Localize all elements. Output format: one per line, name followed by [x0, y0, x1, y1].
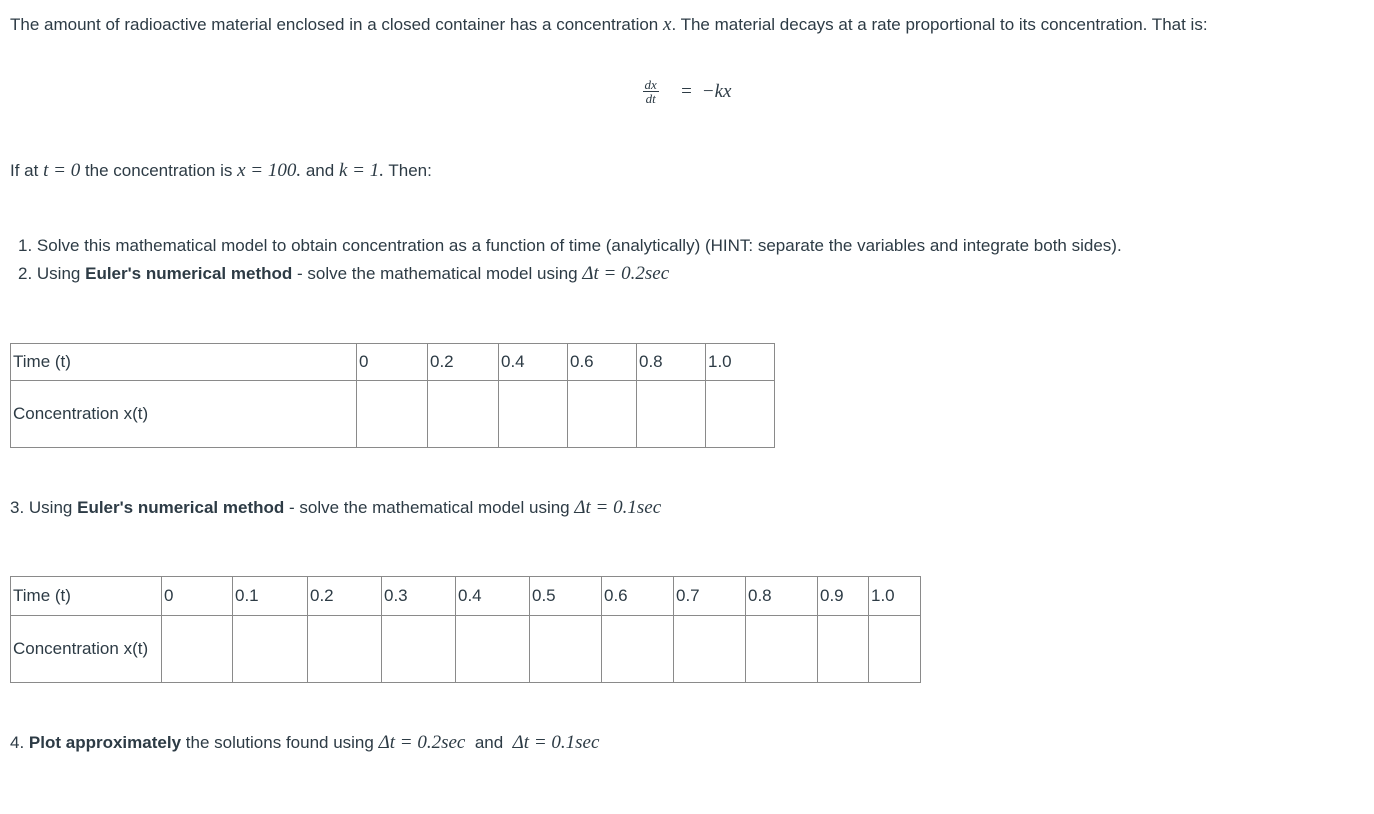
table1-concentration-cell[interactable]	[499, 381, 568, 448]
table2-time-cell: 1.0	[869, 577, 921, 616]
table-row	[11, 381, 775, 448]
table2-concentration-cell[interactable]	[162, 616, 233, 683]
table1-concentration-cell[interactable]	[428, 381, 499, 448]
table2-concentration-cell[interactable]	[530, 616, 602, 683]
item4-and: and	[474, 733, 504, 752]
table2-concentration-cell[interactable]	[233, 616, 308, 683]
condition-text-3: and	[305, 161, 335, 180]
table2-time-cell: 0	[162, 577, 233, 616]
fraction-denominator: dt	[645, 91, 656, 106]
condition-text-1: If at	[10, 161, 39, 180]
item4-math-1: Δt = 0.2sec	[378, 732, 466, 753]
table2-time-cell: 0.1	[233, 577, 308, 616]
item3-suffix: - solve the mathematical model using	[289, 498, 570, 517]
table1-concentration-cell[interactable]	[706, 381, 775, 448]
item2-suffix: - solve the mathematical model using	[297, 264, 578, 283]
task-item-4	[10, 730, 599, 756]
table2-time-cell: 0.6	[602, 577, 674, 616]
table2-time-cell: 0.8	[746, 577, 818, 616]
item4-mid: the solutions found using	[185, 733, 374, 752]
table-row	[11, 344, 775, 381]
item2-math: Δt = 0.2sec	[582, 263, 670, 284]
table2-concentration-cell[interactable]	[746, 616, 818, 683]
table1-time-cell: 1.0	[706, 344, 775, 381]
table2-time-cell: 0.7	[674, 577, 746, 616]
table2-concentration-cell[interactable]	[382, 616, 456, 683]
item3-bold: Euler's numerical method	[77, 498, 285, 517]
intro-paragraph	[10, 11, 1310, 39]
derivative-fraction	[643, 78, 659, 105]
table1-time-cell: 0	[357, 344, 428, 381]
equation-rhs-expr: −kx	[701, 80, 732, 102]
condition-k-eq: k = 1.	[338, 160, 384, 181]
table1-concentration-cell[interactable]	[357, 381, 428, 448]
table1-time-cell: 0.6	[568, 344, 637, 381]
condition-text-2: the concentration is	[84, 161, 233, 180]
item3-prefix: 3. Using	[10, 498, 73, 517]
table1-time-cell: 0.8	[637, 344, 706, 381]
intro-text-after: . The material decays at a rate proportional to its concentration. That is:	[671, 15, 1208, 34]
table1-concentration-cell[interactable]	[568, 381, 637, 448]
table1-concentration-cell[interactable]	[637, 381, 706, 448]
table2-concentration-cell[interactable]	[674, 616, 746, 683]
table2-time-cell: 0.2	[308, 577, 382, 616]
euler-table-dt-01	[10, 576, 921, 683]
condition-x-eq: x = 100.	[237, 160, 302, 181]
task-item-1: 1. Solve this mathematical model to obtain concentration as a function of time (analytically) (HINT: separate the variables and integrate both sides).	[18, 236, 1122, 255]
item2-bold: Euler's numerical method	[85, 264, 293, 283]
table1-time-cell: 0.2	[428, 344, 499, 381]
intro-var-x: x	[663, 14, 672, 35]
table2-time-cell: 0.9	[818, 577, 869, 616]
condition-t-eq: t = 0	[43, 160, 81, 181]
table2-time-cell: 0.5	[530, 577, 602, 616]
task-item-2	[18, 261, 669, 287]
table2-concentration-cell[interactable]	[456, 616, 530, 683]
table1-concentration-label: Concentration x(t)	[11, 381, 357, 448]
table2-concentration-cell[interactable]	[602, 616, 674, 683]
equation-rhs	[671, 81, 731, 103]
item4-bold: Plot approximately	[28, 733, 182, 752]
table2-concentration-cell[interactable]	[818, 616, 869, 683]
decay-equation	[0, 78, 1374, 105]
condition-text-4: Then:	[388, 161, 432, 180]
table-row	[11, 616, 921, 683]
item4-math-2: Δt = 0.1sec	[512, 732, 600, 753]
fraction-numerator: dx	[644, 77, 657, 92]
equation-equals: =	[681, 80, 692, 102]
table2-concentration-label: Concentration x(t)	[11, 616, 162, 683]
initial-condition	[10, 158, 432, 184]
table2-concentration-cell[interactable]	[869, 616, 921, 683]
table1-time-cell: 0.4	[499, 344, 568, 381]
item3-math: Δt = 0.1sec	[574, 497, 662, 518]
table2-time-label: Time (t)	[11, 577, 162, 616]
intro-text-before: The amount of radioactive material enclosed in a closed container has a concentration	[10, 15, 659, 34]
table2-time-cell: 0.3	[382, 577, 456, 616]
euler-table-dt-02	[10, 343, 775, 448]
table-row	[11, 577, 921, 616]
task-item-3	[10, 495, 661, 521]
item2-prefix: 2. Using	[18, 264, 81, 283]
table2-concentration-cell[interactable]	[308, 616, 382, 683]
table2-time-cell: 0.4	[456, 577, 530, 616]
table1-time-label: Time (t)	[11, 344, 357, 381]
item4-prefix: 4.	[10, 733, 25, 752]
